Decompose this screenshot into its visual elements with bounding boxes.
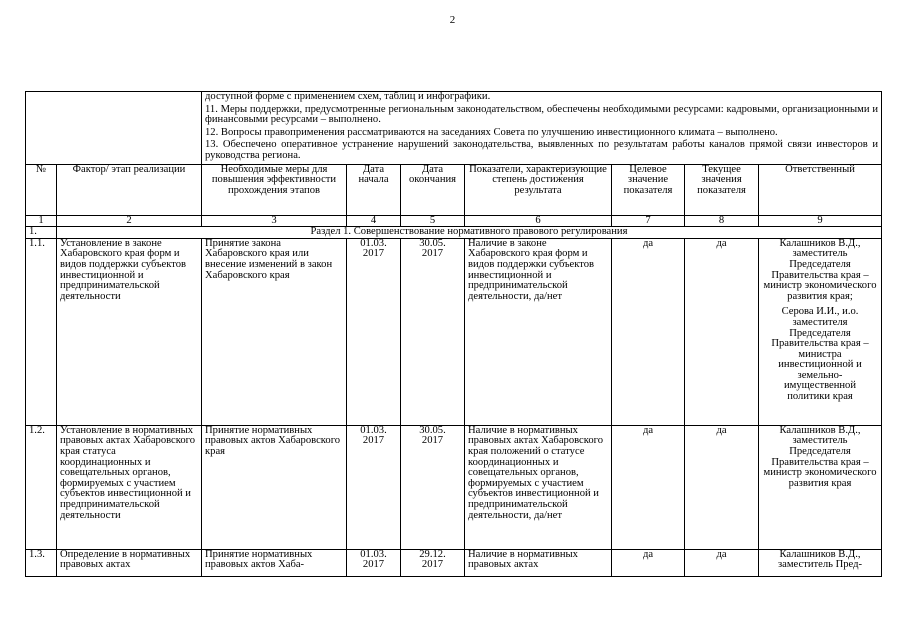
row-indicator: Наличие в нормативных правовых актах Хабаровского края положений о статусе координационных и совещательных органов, формируемых с участием субъектов инвестиционной и предпринимательской деятельности, да/нет [465, 425, 612, 549]
column-number: 2 [57, 215, 202, 227]
column-number: 3 [202, 215, 347, 227]
row-end-date: 29.12. 2017 [401, 549, 465, 576]
row-number: 1.3. [26, 549, 57, 576]
header-target-value: Целевое значение показателя [612, 164, 685, 215]
row-target-value: да [612, 549, 685, 576]
row-start-date: 01.03. 2017 [347, 425, 401, 549]
row-current-value: да [685, 549, 759, 576]
header-start-date: Дата начала [347, 164, 401, 215]
row-end-date: 30.05. 2017 [401, 425, 465, 549]
row-factor: Определение в нормативных правовых актах [57, 549, 202, 576]
header-responsible: Ответственный [759, 164, 882, 215]
column-number-row [26, 215, 882, 227]
row-current-value: да [685, 238, 759, 425]
column-number: 7 [612, 215, 685, 227]
row-target-value: да [612, 425, 685, 549]
column-number: 1 [26, 215, 57, 227]
header-current-value: Текущее значения показателя [685, 164, 759, 215]
measures-table [25, 91, 882, 577]
row-start-date: 01.03. 2017 [347, 549, 401, 576]
header-row [26, 164, 882, 215]
intro-text-cell [202, 92, 882, 165]
responsible-person: Калашников В.Д., заместитель Пред- [777, 548, 863, 571]
column-number: 5 [401, 215, 465, 227]
section-number: 1. [26, 227, 57, 239]
row-factor: Установление в нормативных правовых актах Хабаровского края статуса координационных и совещательных органов, формируемых с участием субъектов инвестиционной и предпринимательской деятельности [57, 425, 202, 549]
row-target-value: да [612, 238, 685, 425]
column-number: 8 [685, 215, 759, 227]
header-end-date: Дата окончания [401, 164, 465, 215]
intro-paragraph: 11. Меры поддержки, предусмотренные региональным законодательством, обеспечены необходимыми ресурсами: кадровыми, организационными и финансовыми ресурсами – выполнено. [205, 103, 878, 126]
intro-paragraph: доступной форме с применением схем, таблиц и инфографики. [205, 91, 491, 102]
row-current-value: да [685, 425, 759, 549]
row-measures: Принятие нормативных правовых актов Хабаровского края [202, 425, 347, 549]
row-factor: Установление в законе Хабаровского края форм и видов поддержки субъектов инвестиционной и предпринимательской деятельности [57, 238, 202, 425]
row-number: 1.1. [26, 238, 57, 425]
header-measures: Необходимые меры для повышения эффективности прохождения этапов [202, 164, 347, 215]
header-num: № [26, 164, 57, 215]
responsible-person: Калашников В.Д., заместитель Председателя Правительства края – министр экономического развития края [763, 424, 877, 489]
row-end-date: 30.05. 2017 [401, 238, 465, 425]
row-measures: Принятие закона Хабаровского края или внесение изменений в закон Хабаровского края [202, 238, 347, 425]
row-responsible [759, 425, 882, 549]
row-responsible [759, 238, 882, 425]
row-number: 1.2. [26, 425, 57, 549]
table-row [26, 238, 882, 425]
row-measures: Принятие нормативных правовых актов Хаба- [202, 549, 347, 576]
intro-paragraph: 13. Обеспечено оперативное устранение нарушений законодательства, выявленных по результатам работы каналов прямой связи инвесторов и руководства региона. [205, 139, 878, 161]
table-row [26, 425, 882, 549]
responsible-person: Калашников В.Д., заместитель Председателя Правительства края – министр экономического развития края; [763, 237, 877, 302]
column-number: 4 [347, 215, 401, 227]
section-title: Раздел 1. Совершенствование нормативного правового регулирования [57, 227, 882, 239]
page-number: 2 [449, 14, 456, 26]
section-row [26, 227, 882, 239]
row-indicator: Наличие в нормативных правовых актах [465, 549, 612, 576]
column-number: 9 [759, 215, 882, 227]
row-start-date: 01.03. 2017 [347, 238, 401, 425]
header-factor: Фактор/ этап реализации [57, 164, 202, 215]
intro-row [26, 92, 882, 165]
row-indicator: Наличие в законе Хабаровского края форм и видов поддержки субъектов инвестиционной и предпринимательской деятельности, да/нет [465, 238, 612, 425]
table-row [26, 549, 882, 576]
header-indicators: Показатели, характеризующие степень достижения результата [465, 164, 612, 215]
intro-blank-cell [26, 92, 202, 165]
column-number: 6 [465, 215, 612, 227]
intro-paragraph: 12. Вопросы правоприменения рассматриваются на заседаниях Совета по улучшению инвестиционного климата – выполнено. [205, 126, 778, 138]
row-responsible [759, 549, 882, 576]
responsible-person: Серова И.И., и.о. заместителя Председателя Правительства края – министра инвестиционной и земельно-имущественной политики края [771, 306, 869, 403]
